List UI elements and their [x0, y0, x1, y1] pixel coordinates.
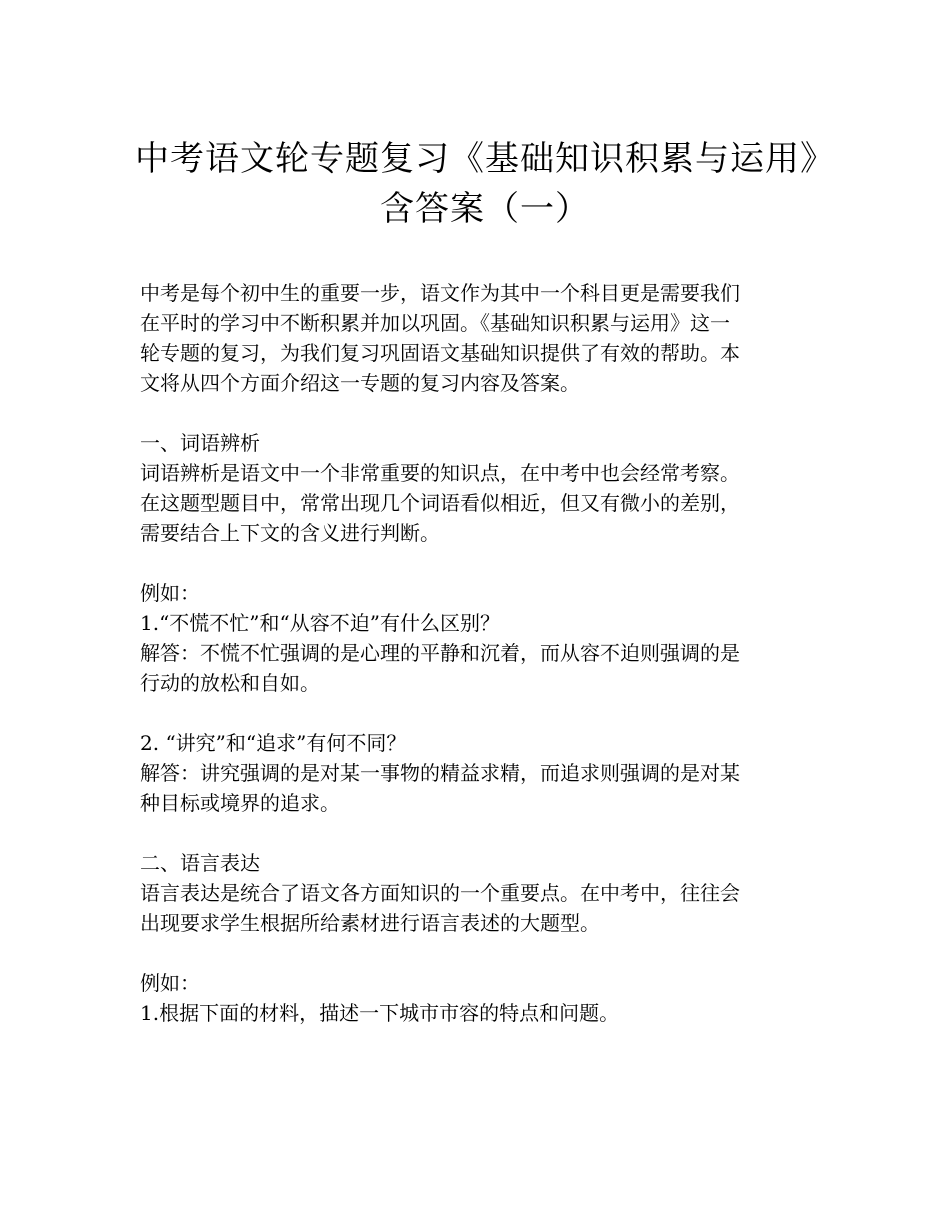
answer-line: 行动的放松和自如。	[140, 671, 320, 695]
spacer	[140, 698, 820, 728]
paragraph-line: 在这题型题目中，常常出现几个词语看似相近，但又有微小的差别，	[140, 491, 740, 515]
paragraph-line: 需要结合上下文的含义进行判断。	[140, 521, 440, 545]
spacer	[140, 818, 820, 848]
title-line-1: 中考语文轮专题复习《基础知识积累与运用》	[135, 139, 835, 179]
answer-line: 种目标或境界的追求。	[140, 791, 340, 815]
answer-line: 解答：讲究强调的是对某一事物的精益求精，而追求则强调的是对某	[140, 761, 740, 785]
section-heading: 二、语言表达	[140, 851, 260, 875]
section-heading: 一、词语辨析	[140, 431, 260, 455]
spacer	[140, 548, 820, 578]
example-label: 例如：	[140, 971, 200, 995]
section-vocabulary	[140, 428, 820, 818]
question-line: 1.根据下面的材料，描述一下城市市容的特点和问题。	[140, 1001, 620, 1025]
title-line-2: 含答案（一）	[380, 189, 590, 229]
document-title	[100, 134, 870, 234]
spacer	[140, 938, 820, 968]
answer-line: 解答：不慌不忙强调的是心理的平静和沉着，而从容不迫则强调的是	[140, 641, 740, 665]
intro-line: 文将从四个方面介绍这一专题的复习内容及答案。	[140, 371, 580, 395]
paragraph-line: 出现要求学生根据所给素材进行语言表述的大题型。	[140, 911, 600, 935]
intro-line: 在平时的学习中不断积累并加以巩固。《基础知识积累与运用》这一	[140, 311, 730, 335]
intro-paragraph	[140, 278, 820, 398]
paragraph-line: 词语辨析是语文中一个非常重要的知识点，在中考中也会经常考察。	[140, 461, 740, 485]
question-line: 1.“不慌不忙”和“从容不迫”有什么区别？	[140, 611, 500, 635]
section-expression	[140, 848, 820, 1028]
example-label: 例如：	[140, 581, 200, 605]
paragraph-line: 语言表达是统合了语文各方面知识的一个重要点。在中考中，往往会	[140, 881, 740, 905]
question-line: 2. “讲究”和“追求”有何不同？	[140, 731, 407, 755]
intro-line: 中考是每个初中生的重要一步，语文作为其中一个科目更是需要我们	[140, 281, 740, 305]
document-body	[140, 278, 820, 1028]
intro-line: 轮专题的复习，为我们复习巩固语文基础知识提供了有效的帮助。本	[140, 341, 740, 365]
spacer	[140, 398, 820, 428]
